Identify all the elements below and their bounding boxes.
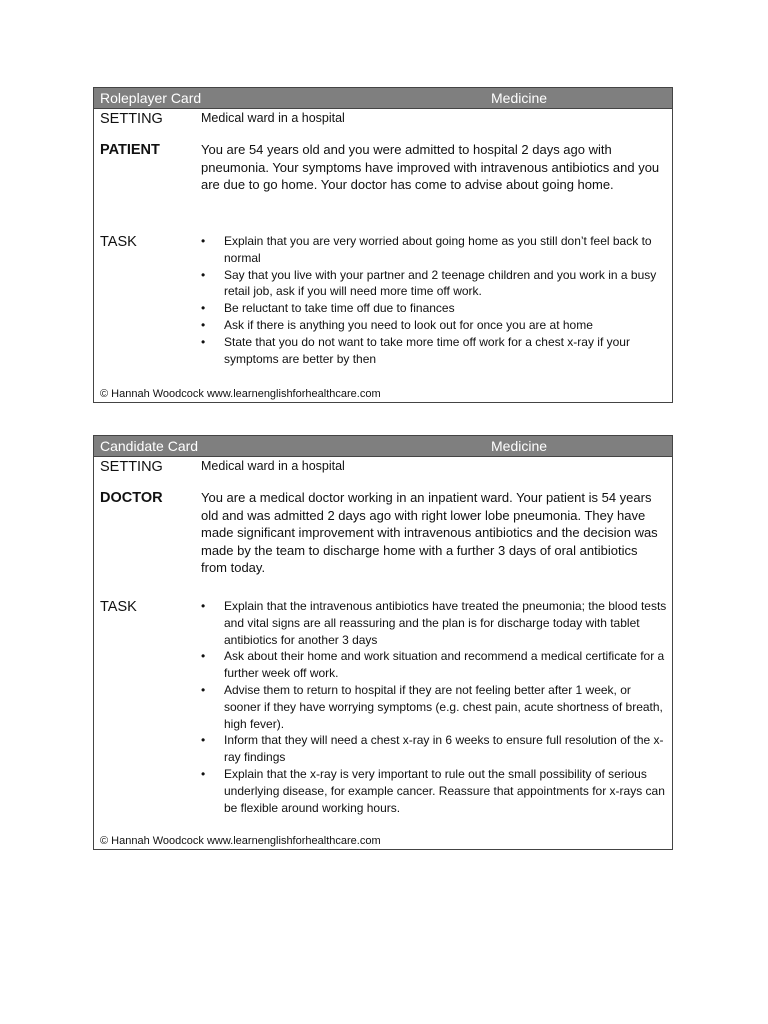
task-label: TASK xyxy=(100,599,137,615)
card-header xyxy=(94,436,672,457)
list-item xyxy=(201,682,667,732)
card-subject: Medicine xyxy=(491,90,548,106)
task-text: Explain that you are very worried about going home as you still don’t feel back to normal xyxy=(224,234,652,265)
list-item xyxy=(201,648,667,682)
bullet-icon: • xyxy=(201,234,206,248)
task-text: Be reluctant to take time off due to finances xyxy=(224,301,455,316)
list-item xyxy=(201,267,667,301)
role-description: You are a medical doctor working in an inpatient ward. Your patient is 54 years old and was admitted 2 days ago with right lower lobe pneumonia. They have made significant improvement with intravenous antibiotics and the decision was made by the team to discharge home with a further 3 days of oral antibiotics from today. xyxy=(201,490,658,576)
bullet-icon: • xyxy=(201,267,206,282)
task-text: Explain that the x-ray is very important to rule out the small possibility of serious underlying disease, for example cancer. Reassure that appointments for x-rays can be flexible around working hours. xyxy=(224,766,665,815)
task-text: Say that you live with your partner and 2 teenage children and you work in a busy retail job, ask if you will need more time off work. xyxy=(224,267,657,299)
card-subject: Medicine xyxy=(491,438,548,454)
copyright-footer: © Hannah Woodcock www.learnenglishforhealthcare.com xyxy=(100,388,381,400)
task-list xyxy=(201,233,667,367)
roleplayer-card xyxy=(93,87,673,403)
bullet-icon: • xyxy=(201,682,206,697)
setting-text: Medical ward in a hospital xyxy=(201,111,345,125)
bullet-icon: • xyxy=(201,317,206,332)
role-label: DOCTOR xyxy=(100,490,163,506)
role-description: You are 54 years old and you were admitted to hospital 2 days ago with pneumonia. Your symptoms have improved with intravenous antibiotics and you are due to go home. Your doctor has come to advise about going home. xyxy=(201,142,660,193)
task-text: Inform that they will need a chest x-ray in 6 weeks to ensure full resolution of the x-ray findings xyxy=(224,733,664,765)
list-item xyxy=(201,598,667,648)
list-item xyxy=(201,233,667,267)
bullet-icon: • xyxy=(201,301,206,316)
list-item xyxy=(201,766,667,816)
task-text: Ask about their home and work situation and recommend a medical certificate for a further week off work. xyxy=(224,649,665,681)
setting-label: SETTING xyxy=(100,111,163,127)
task-text: State that you do not want to take more time off work for a chest x-ray if your symptoms are better by then xyxy=(224,334,630,366)
list-item xyxy=(201,732,667,766)
bullet-icon: • xyxy=(201,733,206,748)
list-item xyxy=(201,334,667,368)
card-type-title: Roleplayer Card xyxy=(100,90,202,106)
copyright-footer: © Hannah Woodcock www.learnenglishforhealthcare.com xyxy=(100,835,381,847)
candidate-card xyxy=(93,435,673,850)
card-type-title: Candidate Card xyxy=(100,438,199,454)
role-label: PATIENT xyxy=(100,142,160,158)
list-item xyxy=(201,317,667,334)
task-text: Advise them to return to hospital if they are not feeling better after 1 week, or sooner if they have worrying symptoms (e.g. chest pain, acute shortness of breath, high fever). xyxy=(224,682,663,731)
task-text: Explain that the intravenous antibiotics have treated the pneumonia; the blood tests and vital signs are all reassuring and the plan is for discharge today with tablet antibiotics for another 3 days xyxy=(224,599,667,647)
card-header xyxy=(94,88,672,109)
task-text: Ask if there is anything you need to look out for once you are at home xyxy=(224,317,593,332)
setting-label: SETTING xyxy=(100,459,163,475)
bullet-icon: • xyxy=(201,599,206,613)
list-item xyxy=(201,300,667,317)
task-list xyxy=(201,598,667,816)
bullet-icon: • xyxy=(201,649,206,664)
setting-text: Medical ward in a hospital xyxy=(201,459,345,473)
bullet-icon: • xyxy=(201,766,206,781)
task-label: TASK xyxy=(100,234,137,250)
bullet-icon: • xyxy=(201,334,206,349)
